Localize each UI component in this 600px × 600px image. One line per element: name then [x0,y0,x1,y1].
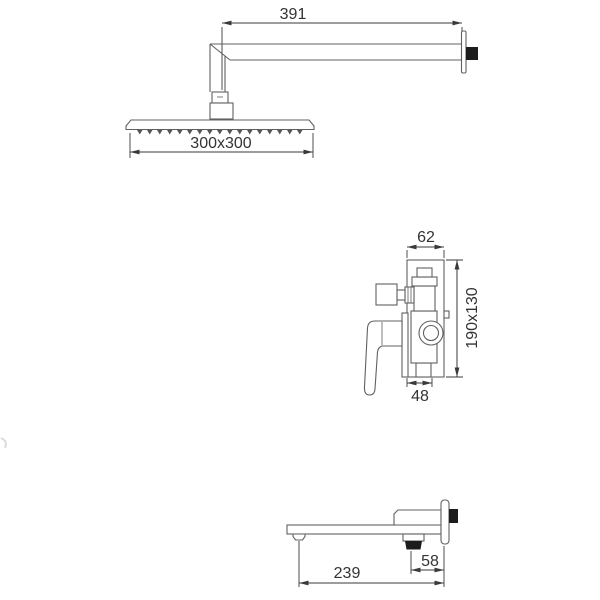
head-connector [210,103,233,119]
spout-aerator [293,534,305,540]
spout-body [287,500,458,550]
dimension-arm-length [222,6,462,90]
mixer-valve-figure [364,229,481,405]
dim-label-239: 239 [333,565,361,582]
shower-arm [210,31,478,119]
valve-side-notch [444,311,449,318]
dim-label-391: 391 [279,6,307,23]
spout-inlet-collar [403,534,424,541]
knob-stem [397,290,405,300]
dimension-outlet-offset [407,378,432,405]
shower-nozzles [137,130,303,135]
knob-ribs [405,287,414,303]
handle-lever [364,321,402,395]
dim-label-48: 48 [411,388,429,405]
dimension-valve-width [407,229,444,258]
dim-label-190x130: 190x130 [464,287,481,349]
spout-wall-block [394,510,441,525]
handle-escutcheon [402,313,408,377]
arm-wall-connector-block [466,47,478,60]
arm-wall-flange [462,31,467,73]
spout-wall-flange [441,500,449,544]
valve-handle [364,313,408,395]
overhead-shower-figure [126,6,478,158]
shower-head [126,120,314,135]
dim-label-58: 58 [421,553,439,570]
spout-figure [287,500,458,587]
arm-collar [212,92,228,103]
dimension-spout-inlet-offset [411,551,444,574]
dim-label-300x300: 300x300 [190,135,252,152]
spout-inlet-thread [405,541,422,550]
spout-wall-connector-block [449,509,458,523]
dimension-plate-size [446,260,481,377]
dimension-head-size [130,133,313,158]
scan-artifact [1,438,6,448]
valve-outlet-port [419,321,443,345]
dim-label-62: 62 [417,229,435,246]
diverter-knob [376,284,397,305]
